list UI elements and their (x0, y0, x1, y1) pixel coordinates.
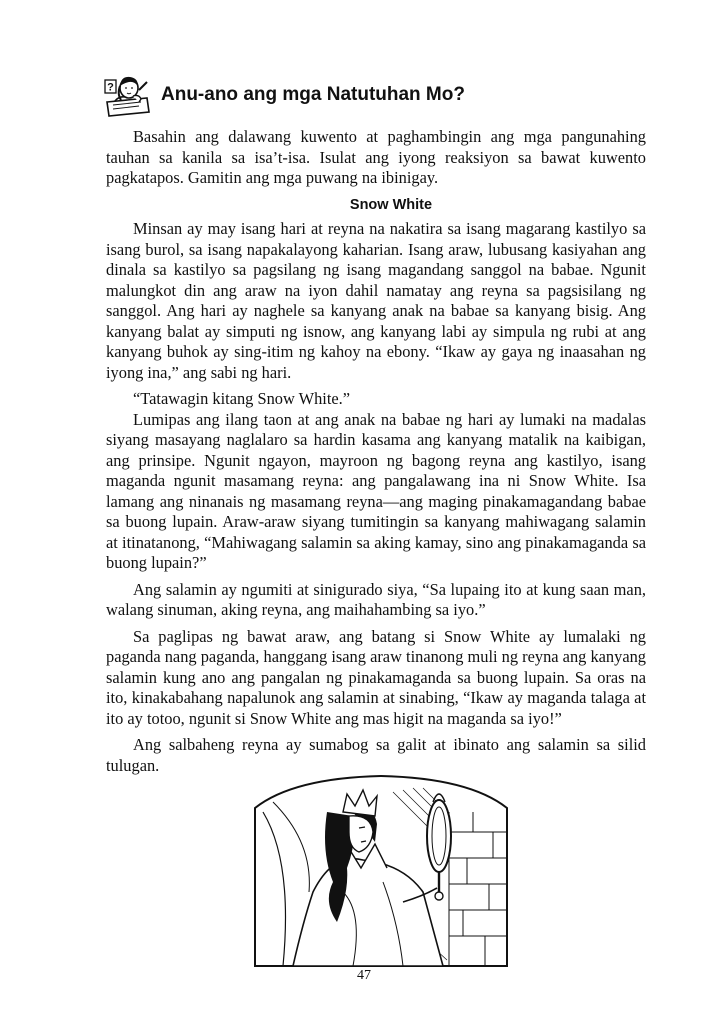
instructions-paragraph: Basahin ang dalawang kuwento at paghambingin ang mga pangunahing tauhan sa kanila sa isa’t-isa. Isulat ang iyong reaksiyon sa bawat kuwento pagkatapos. Gamitin ang mga puwang na ibinigay. (106, 127, 646, 187)
queen-with-magic-mirror-illustration (253, 772, 509, 968)
reading-text (106, 127, 646, 782)
story-paragraph-2: “Tatawagin kitang Snow White.” (133, 389, 351, 408)
story-paragraph-5: Sa paglipas ng bawat araw, ang batang si Snow White ay lumalaki ng paganda nang paganda, hanggang isang araw tinanong muli ng reyna ang kanyang salamin kung ano ang pangalan ng pinakamaganda sa buong lupain. Sa oras na ito, kinakabahang napalunok ang salamin at sinabing, “Ikaw ay maganda talaga at ito ay totoo, ngunit si Snow White ang mas higit na maganda sa iyo!” (106, 626, 646, 728)
section-title: Anu-ano ang mga Natutuhan Mo? (161, 84, 465, 105)
section-header (103, 70, 663, 120)
story-paragraph-4: Ang salamin ay ngumiti at sinigurado siya, “Sa lupaing ito at kung saan man, walang sinuman, aking reyna, ang maihahambing sa iyo.” (106, 579, 646, 619)
question-mark-text: ? (107, 81, 114, 94)
story-paragraph-3: Lumipas ang ilang taon at ang anak na babae ng hari ay lumaki na madalas siyang masayang naglalaro sa hardin kasama ang kanyang matalik na kaibigan, ang prinsipe. Ngunit ngayon, mayroon ng bagong reyna ang kastilyo, isang maganda ngunit masamang reyna: ang pangalawang ina ni Snow White. Isa lamang ang ninanais ng masamang reyna—ang maging pinakamagandang babae sa buong lupain. Araw-araw siyang tumitingin sa kanyang mahiwagang salamin at itinatanong, “Mahiwagang salamin sa aking kamay, sino ang pinakamaganda sa buong lupain?” (106, 409, 646, 572)
page-number: 47 (357, 968, 371, 983)
story-paragraph-6: Ang salbaheng reyna ay sumabog sa galit at ibinato ang salamin sa silid tulugan. (106, 735, 646, 775)
student-thinking-icon (103, 72, 153, 118)
story-title: Snow White (349, 196, 433, 213)
story-paragraph-1: Minsan ay may isang hari at reyna na nakatira sa isang magarang kastilyo sa isang burol, sa isang napakalayong kaharian. Isang araw, lubusang kasiyahan ang dinala sa kastilyo sa pagsilang ng isang magandang sanggol na babae. Ngunit malungkot din ang araw na iyon dahil namatay ang reyna sa pagsisilang ng sanggol. Ang hari ay naghele sa kanyang anak na babae sa kanyang bisig. Ang kanyang balat ay simputi ng isnow, ang kanyang labi ay simpula ng rubi at ang kanyang buhok ay sing-itim ng kahoy na ebony. “Ikaw ay gaya ng inaasahan ng iyong ina,” ang sabi ng hari. (106, 219, 646, 382)
